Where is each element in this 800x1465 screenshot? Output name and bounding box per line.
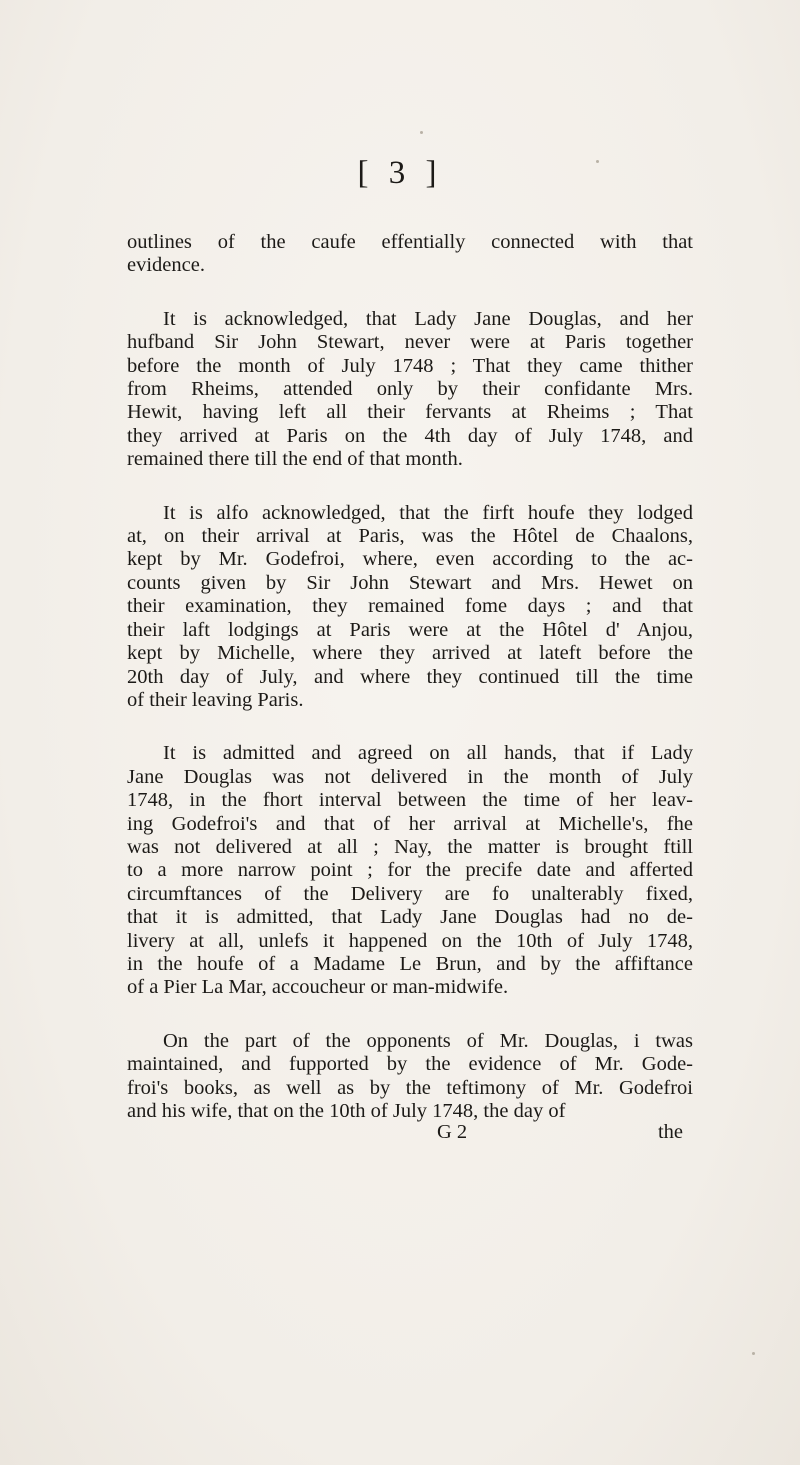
text-line: Jane Douglas was not delivered in the month of July xyxy=(127,765,693,788)
text-line: at, on their arrival at Paris, was the Hôtel de Chaalons, xyxy=(127,525,693,548)
text-line: On the part of the opponents of Mr. Douglas, i twas xyxy=(163,1029,693,1052)
text-line: from Rheims, attended only by their confidante Mrs. xyxy=(127,378,693,401)
text-line: in the houfe of a Madame Le Brun, and by the affiftance xyxy=(127,952,693,975)
paragraph xyxy=(127,308,693,472)
text-line: circumftances of the Delivery are fo unalterably fixed, xyxy=(127,882,693,905)
text-line: of a Pier La Mar, accoucheur or man-midwife. xyxy=(127,976,509,999)
text-line: evidence. xyxy=(127,254,205,277)
text-line: before the month of July 1748 ; That they came thither xyxy=(127,354,693,377)
text-line: maintained, and fupported by the evidence of Mr. Gode- xyxy=(127,1053,693,1076)
text-line: Hewit, having left all their fervants at Rheims ; That xyxy=(127,401,693,424)
body-text xyxy=(127,231,693,1145)
paragraph xyxy=(127,1030,693,1124)
paragraph xyxy=(127,502,693,713)
page-number-header: [ 3 ] xyxy=(357,155,443,191)
text-line: It is admitted and agreed on all hands, that if Lady xyxy=(163,742,693,765)
paragraph xyxy=(127,742,693,999)
text-line: 20th day of July, and where they continued till the time xyxy=(127,665,693,688)
text-line: they arrived at Paris on the 4th day of July 1748, and xyxy=(127,424,693,447)
text-line: livery at all, unlefs it happened on the 10th of July 1748, xyxy=(127,929,693,952)
text-line: ing Godefroi's and that of her arrival at Michelle's, fhe xyxy=(127,812,693,835)
text-line: It is alfo acknowledged, that the firft houfe they lodged xyxy=(163,501,693,524)
text-line: hufband Sir John Stewart, never were at Paris together xyxy=(127,331,693,354)
text-line: their laft lodgings at Paris were at the Hôtel d' Anjou, xyxy=(127,618,693,641)
text-line: kept by Mr. Godefroi, where, even according to the ac- xyxy=(127,548,693,571)
text-line: 1748, in the fhort interval between the time of her leav- xyxy=(127,789,693,812)
text-line: remained there till the end of that month. xyxy=(127,448,463,471)
text-line: of their leaving Paris. xyxy=(127,688,304,711)
paragraph xyxy=(127,231,693,278)
text-line: was not delivered at all ; Nay, the matter is brought ftill xyxy=(127,835,693,858)
catchword: the xyxy=(657,1121,683,1144)
paper-speck xyxy=(420,131,423,134)
signature-mark: G 2 xyxy=(437,1121,468,1144)
text-line: and his wife, that on the 10th of July 1748, the day of xyxy=(127,1100,566,1122)
paper-speck xyxy=(596,160,599,163)
text-line: that it is admitted, that Lady Jane Douglas had no de- xyxy=(127,906,693,929)
paper-speck xyxy=(752,1352,755,1355)
text-line: It is acknowledged, that Lady Jane Douglas, and her xyxy=(163,307,693,330)
text-line: outlines of the caufe effentially connected with that xyxy=(127,231,693,253)
text-line: froi's books, as well as by the teftimony of Mr. Godefroi xyxy=(127,1076,693,1099)
text-line: counts given by Sir John Stewart and Mrs. Hewet on xyxy=(127,571,693,594)
text-line: kept by Michelle, where they arrived at lateft before the xyxy=(127,642,693,665)
text-line: their examination, they remained fome days ; and that xyxy=(127,595,693,618)
signature-line xyxy=(127,1121,693,1144)
text-line: to a more narrow point ; for the precife date and afferted xyxy=(127,859,693,882)
